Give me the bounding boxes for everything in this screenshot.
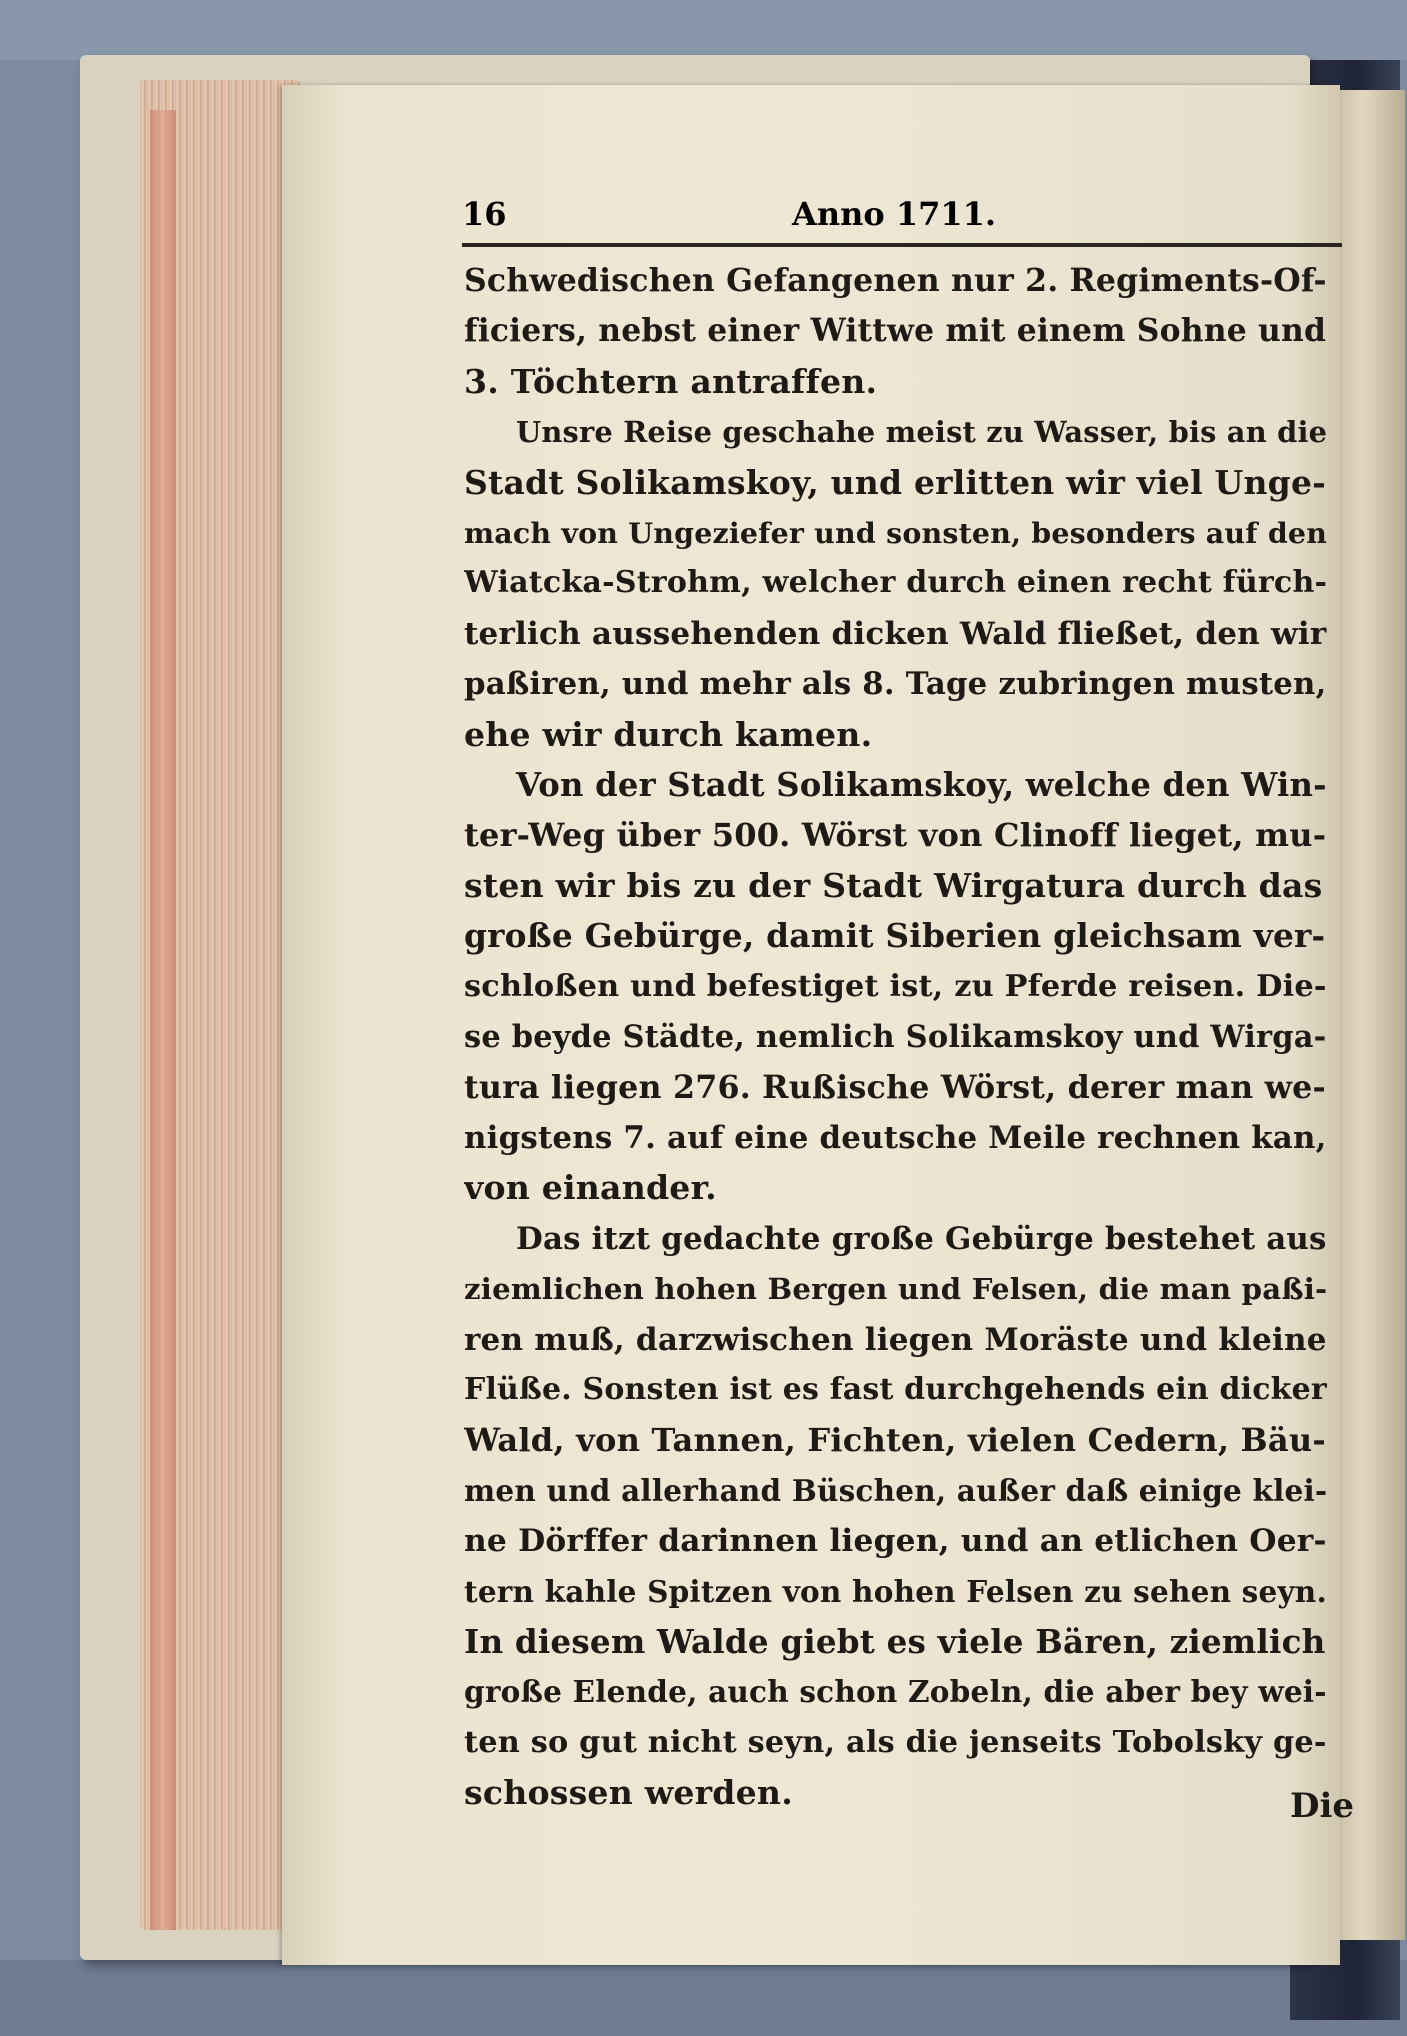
text-line: mach von Ungeziefer und sonsten, besonders auf den — [464, 516, 1328, 551]
text-line: Das itzt gedachte große Gebürge bestehet aus — [516, 1220, 1327, 1257]
text-line: Schwedischen Gefangenen nur 2. Regiments-Of- — [464, 262, 1327, 299]
text-line: tern kahle Spitzen von hohen Felsen zu sehen seyn. — [464, 1573, 1327, 1609]
text-line: ten so gut nicht seyn, als die jenseits Tobolsky ge- — [464, 1724, 1327, 1760]
text-line: terlich aussehenden dicken Wald fließet, den wir — [464, 615, 1327, 652]
text-line: Flüße. Sonsten ist es fast durchgehends ein dicker — [464, 1371, 1327, 1407]
text-line: men und allerhand Büschen, außer daß einige klei- — [464, 1472, 1328, 1508]
text-line: große Elende, auch schon Zobeln, die aber bey wei- — [464, 1674, 1327, 1710]
text-line: 3. Töchtern antraffen. — [464, 361, 878, 401]
right-page-edge — [1335, 90, 1405, 1940]
background-top — [0, 0, 1407, 60]
background-bottom — [0, 1960, 1407, 2036]
text-line: große Gebürge, damit Siberien gleichsam ver- — [464, 916, 1326, 956]
running-head — [462, 195, 1330, 237]
text-line: schloßen und befestiget ist, zu Pferde reisen. Die- — [464, 968, 1327, 1004]
text-line: ziemlichen hohen Bergen und Felsen, die man paßi- — [464, 1272, 1328, 1307]
text-line: schossen werden. — [464, 1773, 793, 1813]
text-line: Unsre Reise geschahe meist zu Wasser, bis an die — [516, 415, 1328, 450]
text-line: Wald, von Tannen, Fichten, vielen Cedern, Bäu- — [464, 1421, 1326, 1460]
text-line: se beyde Städte, nemlich Solikamskoy und Wirga- — [464, 1019, 1327, 1056]
page-number: 16 — [462, 195, 507, 233]
text-line: Von der Stadt Solikamskoy, welche den Win- — [516, 766, 1327, 805]
red-edge-stain — [150, 110, 176, 1930]
text-line: ficiers, nebst einer Wittwe mit einem Sohne und — [464, 313, 1327, 350]
text-line: von einander. — [464, 1168, 717, 1208]
text-line: paßiren, und mehr als 8. Tage zubringen musten, — [464, 666, 1327, 703]
catchword: Die — [1290, 1786, 1355, 1826]
text-line: tura liegen 276. Rußische Wörst, derer man we- — [464, 1068, 1326, 1106]
text-line: Wiatcka-Strohm, welcher durch einen recht fürch- — [464, 565, 1328, 601]
text-line: nigstens 7. auf eine deutsche Meile rechnen kan, — [464, 1119, 1327, 1156]
header-rule — [462, 243, 1342, 247]
text-line: ne Dörffer darinnen liegen, und an etlichen Oer- — [464, 1523, 1327, 1560]
text-line: Stadt Solikamskoy, und erlitten wir viel Unge- — [464, 462, 1327, 502]
text-line: sten wir bis zu der Stadt Wirgatura durch das — [464, 865, 1323, 905]
text-line: In diesem Walde giebt es viele Bären, ziemlich — [464, 1621, 1326, 1661]
text-line: ter-Weg über 500. Wörst von Clinoff lieget, mu- — [464, 816, 1327, 855]
page-body-text — [464, 256, 1336, 1819]
text-line: ehe wir durch kamen. — [464, 714, 873, 754]
running-title: Anno 1711. — [792, 195, 997, 233]
text-line: ren muß, darzwischen liegen Moräste und kleine — [464, 1321, 1327, 1358]
